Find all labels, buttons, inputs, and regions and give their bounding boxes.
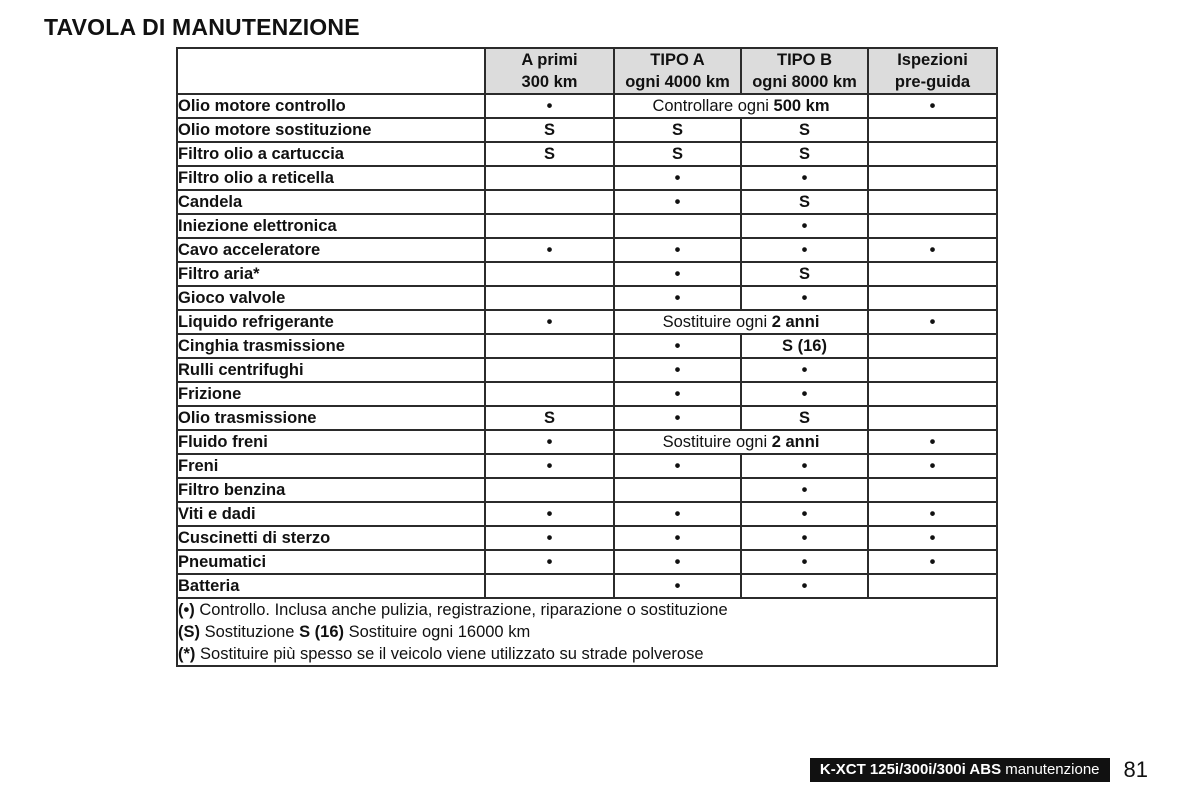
row-item-name: Iniezione elettronica xyxy=(177,214,485,238)
cell-ispezioni xyxy=(868,358,997,382)
cell-ispezioni xyxy=(868,382,997,406)
page-title: TAVOLA DI MANUTENZIONE xyxy=(44,14,360,40)
table-row xyxy=(177,358,997,382)
legend-text: Sostituire ogni 16000 km xyxy=(344,623,531,641)
header-tipo-a xyxy=(614,48,741,94)
cell-tipo-b: S (16) xyxy=(741,334,868,358)
table-row xyxy=(177,142,997,166)
header-label-line1: TIPO A xyxy=(650,51,705,69)
cell-first-300km xyxy=(485,358,614,382)
cell-first-300km: S xyxy=(485,118,614,142)
cell-tipo-b: • xyxy=(741,382,868,406)
cell-tipo-a: • xyxy=(614,262,741,286)
table-row xyxy=(177,430,997,454)
table-row xyxy=(177,574,997,598)
cell-tipo-b: S xyxy=(741,142,868,166)
cell-tipo-b: • xyxy=(741,478,868,502)
cell-tipo-a: • xyxy=(614,526,741,550)
cell-tipo-a: S xyxy=(614,142,741,166)
cell-tipo-b: • xyxy=(741,166,868,190)
table-row xyxy=(177,310,997,334)
legend-symbol: (*) xyxy=(178,645,196,663)
cell-tipo-b: S xyxy=(741,406,868,430)
cell-tipo-a: • xyxy=(614,166,741,190)
cell-first-300km: S xyxy=(485,142,614,166)
cell-ispezioni: • xyxy=(868,454,997,478)
page-number: 81 xyxy=(1123,757,1148,782)
table-row xyxy=(177,262,997,286)
cell-ispezioni: • xyxy=(868,238,997,262)
cell-first-300km: • xyxy=(485,430,614,454)
footer-model: K-XCT 125i/300i/300i ABS xyxy=(819,761,1002,778)
cell-tipo-b: S xyxy=(741,262,868,286)
legend-line-dusty xyxy=(178,643,996,665)
interval-note-text: Sostituire ogni xyxy=(662,433,772,451)
table-row xyxy=(177,334,997,358)
cell-first-300km xyxy=(485,166,614,190)
interval-note-text: Controllare ogni xyxy=(652,97,774,115)
cell-tipo-a: • xyxy=(614,190,741,214)
legend-text: Sostituire più spesso se il veicolo viene utilizzato su strade polverose xyxy=(195,645,704,663)
cell-tipo-a: • xyxy=(614,238,741,262)
cell-ispezioni xyxy=(868,118,997,142)
cell-tipo-b: S xyxy=(741,190,868,214)
legend-cell xyxy=(177,598,997,666)
interval-note-text: Sostituire ogni xyxy=(662,313,772,331)
cell-ispezioni xyxy=(868,574,997,598)
row-item-name: Olio trasmissione xyxy=(177,406,485,430)
page-footer xyxy=(810,757,1148,783)
cell-first-300km: • xyxy=(485,238,614,262)
header-label-line1: Ispezioni xyxy=(897,51,968,69)
header-label-line2: ogni 4000 km xyxy=(625,73,730,91)
cell-ispezioni: • xyxy=(868,94,997,118)
cell-first-300km xyxy=(485,334,614,358)
cell-first-300km xyxy=(485,262,614,286)
table-row xyxy=(177,382,997,406)
header-label-line1: TIPO B xyxy=(776,51,832,69)
row-item-name: Liquido refrigerante xyxy=(177,310,485,334)
cell-tipo-b: • xyxy=(741,358,868,382)
cell-first-300km xyxy=(485,574,614,598)
row-item-name: Viti e dadi xyxy=(177,502,485,526)
cell-tipo-a xyxy=(614,214,741,238)
table-row xyxy=(177,286,997,310)
table-row xyxy=(177,166,997,190)
legend-line-check xyxy=(178,599,996,621)
table-row xyxy=(177,526,997,550)
footer-model-label xyxy=(810,758,1110,782)
cell-tipo-b: • xyxy=(741,214,868,238)
cell-tipo-a: • xyxy=(614,358,741,382)
cell-first-300km: • xyxy=(485,502,614,526)
cell-first-300km: • xyxy=(485,454,614,478)
cell-interval-note xyxy=(614,430,868,454)
interval-note-value: 2 anni xyxy=(771,313,820,331)
cell-tipo-a: • xyxy=(614,574,741,598)
cell-ispezioni: • xyxy=(868,310,997,334)
cell-ispezioni xyxy=(868,334,997,358)
cell-ispezioni: • xyxy=(868,502,997,526)
table-body xyxy=(177,94,997,598)
row-item-name: Pneumatici xyxy=(177,550,485,574)
cell-first-300km: S xyxy=(485,406,614,430)
cell-first-300km xyxy=(485,190,614,214)
cell-ispezioni xyxy=(868,214,997,238)
cell-tipo-a: • xyxy=(614,334,741,358)
cell-first-300km xyxy=(485,382,614,406)
cell-ispezioni xyxy=(868,478,997,502)
cell-tipo-b: • xyxy=(741,502,868,526)
interval-note-value: 500 km xyxy=(773,97,830,115)
header-label-line2: 300 km xyxy=(521,73,578,91)
legend-line-replace xyxy=(178,621,996,643)
header-label-line1: A primi xyxy=(521,51,578,69)
cell-first-300km xyxy=(485,286,614,310)
table-row xyxy=(177,550,997,574)
cell-first-300km: • xyxy=(485,94,614,118)
cell-first-300km xyxy=(485,214,614,238)
header-label-line2: ogni 8000 km xyxy=(752,73,857,91)
table-row xyxy=(177,238,997,262)
table-row xyxy=(177,454,997,478)
cell-tipo-b: S xyxy=(741,118,868,142)
cell-tipo-b: • xyxy=(741,454,868,478)
cell-ispezioni xyxy=(868,286,997,310)
cell-tipo-a xyxy=(614,478,741,502)
row-item-name: Candela xyxy=(177,190,485,214)
legend-symbol: S (16) xyxy=(299,623,344,641)
cell-ispezioni: • xyxy=(868,550,997,574)
table-row xyxy=(177,214,997,238)
cell-interval-note xyxy=(614,94,868,118)
header-corner-cell xyxy=(177,48,485,94)
row-item-name: Fluido freni xyxy=(177,430,485,454)
cell-tipo-a: S xyxy=(614,118,741,142)
row-item-name: Rulli centrifughi xyxy=(177,358,485,382)
legend-symbol: (S) xyxy=(178,623,200,641)
row-item-name: Filtro benzina xyxy=(177,478,485,502)
table-row xyxy=(177,478,997,502)
cell-first-300km: • xyxy=(485,310,614,334)
table-row xyxy=(177,118,997,142)
cell-tipo-b: • xyxy=(741,526,868,550)
cell-ispezioni: • xyxy=(868,526,997,550)
cell-tipo-b: • xyxy=(741,574,868,598)
cell-ispezioni: • xyxy=(868,430,997,454)
row-item-name: Filtro olio a cartuccia xyxy=(177,142,485,166)
row-item-name: Filtro olio a reticella xyxy=(177,166,485,190)
maintenance-table-container xyxy=(176,47,996,667)
cell-ispezioni xyxy=(868,406,997,430)
cell-tipo-a: • xyxy=(614,550,741,574)
maintenance-table xyxy=(176,47,998,667)
cell-ispezioni xyxy=(868,262,997,286)
cell-tipo-a: • xyxy=(614,454,741,478)
cell-tipo-a: • xyxy=(614,406,741,430)
footer-section: manutenzione xyxy=(1001,761,1100,778)
cell-tipo-a: • xyxy=(614,286,741,310)
legend-symbol: (•) xyxy=(178,601,195,619)
interval-note-value: 2 anni xyxy=(771,433,820,451)
row-item-name: Batteria xyxy=(177,574,485,598)
row-item-name: Freni xyxy=(177,454,485,478)
row-item-name: Cuscinetti di sterzo xyxy=(177,526,485,550)
cell-tipo-b: • xyxy=(741,286,868,310)
row-item-name: Cinghia trasmissione xyxy=(177,334,485,358)
header-first-300km xyxy=(485,48,614,94)
table-header-row xyxy=(177,48,997,94)
cell-first-300km xyxy=(485,478,614,502)
cell-tipo-b: • xyxy=(741,238,868,262)
row-item-name: Cavo acceleratore xyxy=(177,238,485,262)
cell-tipo-b: • xyxy=(741,550,868,574)
row-item-name: Filtro aria* xyxy=(177,262,485,286)
cell-first-300km: • xyxy=(485,550,614,574)
table-row xyxy=(177,406,997,430)
cell-interval-note xyxy=(614,310,868,334)
header-ispezioni xyxy=(868,48,997,94)
table-row xyxy=(177,502,997,526)
header-tipo-b xyxy=(741,48,868,94)
table-row xyxy=(177,190,997,214)
cell-first-300km: • xyxy=(485,526,614,550)
legend-text: Controllo. Inclusa anche pulizia, registrazione, riparazione o sostituzione xyxy=(194,601,728,619)
row-item-name: Gioco valvole xyxy=(177,286,485,310)
row-item-name: Frizione xyxy=(177,382,485,406)
row-item-name: Olio motore sostituzione xyxy=(177,118,485,142)
legend-row xyxy=(177,598,997,666)
cell-tipo-a: • xyxy=(614,382,741,406)
cell-ispezioni xyxy=(868,190,997,214)
row-item-name: Olio motore controllo xyxy=(177,94,485,118)
cell-ispezioni xyxy=(868,166,997,190)
cell-ispezioni xyxy=(868,142,997,166)
legend-text: Sostituzione xyxy=(200,623,300,641)
header-label-line2: pre-guida xyxy=(894,73,971,91)
cell-tipo-a: • xyxy=(614,502,741,526)
table-row xyxy=(177,94,997,118)
